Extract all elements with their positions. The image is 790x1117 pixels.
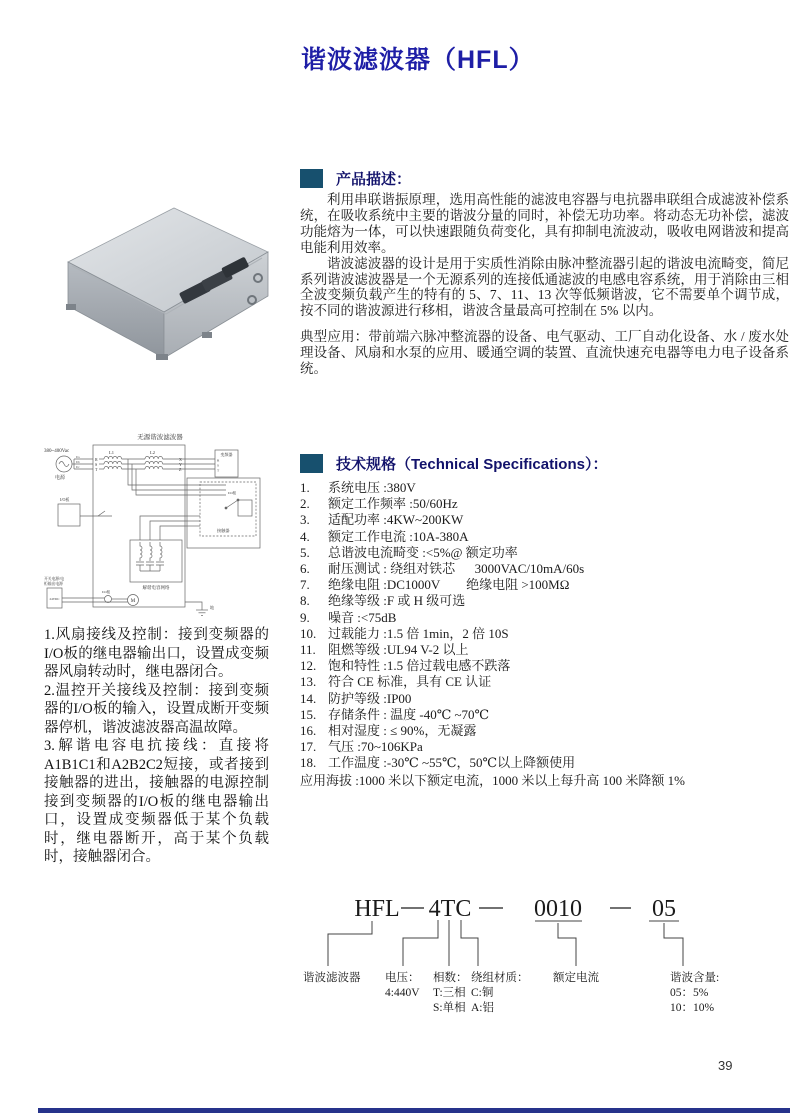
coil-label-l1: L1 <box>109 450 114 455</box>
contactor-outer-box <box>187 478 260 548</box>
section-marker-icon <box>300 454 323 473</box>
source-voltage-label: 380~400Vac <box>44 449 70 454</box>
legend-product: 谐波滤波器 <box>303 972 361 984</box>
ground-label: 地 <box>210 605 214 610</box>
section-technical-specs <box>300 453 607 474</box>
legend-phase-title: 相数： <box>433 972 468 984</box>
sine-wave-icon <box>59 462 69 467</box>
fan-io-label: I/O板 <box>102 590 111 594</box>
cap-network-label: 解谐电容网络 <box>142 585 170 590</box>
model-segment-type: 4TC <box>428 896 472 922</box>
source-label: 电源 <box>55 476 66 481</box>
switch-contact <box>226 500 238 508</box>
spec-list <box>300 480 790 789</box>
spec-item: 额定工作电流 :10A-380A <box>328 528 469 544</box>
cap-network-box <box>130 540 182 582</box>
thermal-switch-contact <box>98 511 105 516</box>
description-paragraph-1: 利用串联谐振原理，选用高性能的滤波电容器与电抗器串联组合成滤波补偿系统，在吸收系统中主要的谐波分量的同时，补偿无功功率。将动态无功补偿，滤波功能熔为一体，可以快速跟随负荷变化，具有抑制电流波动，吸收电网谐波和提高电能利用效率。 <box>300 192 789 255</box>
psu-label-2: 柜输出电源 <box>44 582 63 586</box>
phase-label-a: Ua <box>76 455 80 459</box>
spec-item: 阻燃等级 :UL94 V-2 以上 <box>328 642 469 658</box>
spec-item: 额定工作频率 :50/60Hz <box>328 496 458 512</box>
section-marker-icon <box>300 169 323 188</box>
inverter-terminal-t: T <box>217 468 220 473</box>
spec-item: 工作温度 :-30℃ ~55℃，50℃以上降额使用 <box>328 755 576 771</box>
model-segment-series: HFL <box>354 896 400 922</box>
spec-item: 过载能力 :1.5 倍 1min，2 倍 10S <box>328 625 509 641</box>
spec-item: 绝缘电阻 :DC1000V 绝缘电阻 >100MΩ <box>328 577 570 593</box>
io-board-label: I/O板 <box>60 497 70 502</box>
description-paragraph-2: 谐波滤波器的设计是用于实质性消除由脉冲整流器引起的谐波电流畸变，简尼系列谐波滤波器是一个无源系列的连接低通滤波的电感电容系统，用于消除由三相全波变频负载产生的特有的 5、7、11、13 次等低频谐波，它不需要单个调节成，按不同的谐波源进行移相，谐波含量最高可控制在 5% 以内。 <box>300 255 789 319</box>
terminal-s: S <box>95 462 98 467</box>
spec-item: 相对湿度 : ≤ 90%，无凝露 <box>328 723 477 739</box>
phase-label-b: Ub <box>76 460 80 464</box>
spec-item: 气压 :70~106KPa <box>328 739 423 755</box>
section-product-description <box>300 168 411 189</box>
wiring-note-2: 2.温控开关接线及控制：接到变频器的I/O板的输入，设置成断开变频器停机，谐波滤波器高温故障。 <box>44 682 269 736</box>
legend-voltage-option: 4:440V <box>385 987 420 999</box>
inverter-terminal-s: S <box>217 463 219 468</box>
phase-label-c: Uc <box>76 465 80 469</box>
wiring-note-3: 3.解谐电容电抗接线：直接将A1B1C1和A2B2C2短接，或者接到接触器的进出，接触器的电源控制接到变频器的I/O板的继电器输出口，设置成变频器低于某个负载时，继电器断开，高于某个负载时，接触器闭合。 <box>44 738 269 865</box>
spec-item: 系统电压 :380V <box>328 480 416 495</box>
spec-item: 适配功率 :4KW~200KW <box>328 512 464 528</box>
psu-value: 24VDC <box>49 597 60 601</box>
legend-phase-option-2: S:单相 <box>433 1002 466 1014</box>
terminal-r: R <box>95 457 98 462</box>
terminal-y: Y <box>179 462 182 467</box>
lc-branches <box>136 542 164 571</box>
legend-winding-title: 绕组材质： <box>471 972 529 984</box>
model-segment-harmonic: 05 <box>652 896 676 922</box>
legend-harmonic-title: 谐波含量: <box>670 972 720 984</box>
spec-item: 噪音 :<75dB <box>328 609 397 625</box>
legend-harmonic-option-1: 05：5% <box>670 987 709 999</box>
relay-box <box>238 500 252 516</box>
spec-item: 符合 CE 标准，具有 CE 认证 <box>328 674 492 690</box>
legend-phase-option-1: T:三相 <box>433 987 466 999</box>
spec-item: 耐压测试 : 绕组对铁芯 3000VAC/10mA/60s <box>328 561 585 577</box>
diagram-title: 无源谐波滤波器 <box>137 434 183 441</box>
terminal-z: Z <box>179 467 182 472</box>
wiring-notes <box>44 626 269 867</box>
ground-icon <box>196 610 208 616</box>
legend-harmonic-option-2: 10：10% <box>670 1002 715 1014</box>
page-number: 39 <box>718 1058 733 1073</box>
inverter-terminal-r: R <box>217 458 220 463</box>
spec-item: 饱和特性 :1.5 倍过载电感不跌落 <box>328 658 511 674</box>
product-photo <box>52 200 282 368</box>
legend-winding-option-2: A:铝 <box>471 1002 494 1014</box>
terminal-t: T <box>95 467 98 472</box>
terminal-x: X <box>179 457 182 462</box>
altitude-note: 应用海拔 :1000 米以下额定电流，1000 米以上每升高 100 米降额 1% <box>300 772 685 788</box>
section-heading: 技术规格（Technical Specifications）： <box>336 456 608 473</box>
psu-label-1: 开关电源/电 <box>44 577 65 581</box>
wiring-note-1: 1.风扇接线及控制：接到变频器的I/O板的继电器输出口，设置成变频器风扇转动时，继电器闭合。 <box>44 627 269 680</box>
spec-item: 总谐波电流畸变 :<5%@ 额定功率 <box>328 544 518 560</box>
legend-current: 额定电流 <box>553 972 599 984</box>
footer-bar <box>38 1108 790 1113</box>
spec-item: 存储条件 : 温度 -40℃ ~70℃ <box>328 706 490 722</box>
page-title: 谐波滤波器（HFL） <box>301 46 535 74</box>
coil-label-l2: L2 <box>150 450 155 455</box>
inverter-label: 变频器 <box>220 452 233 457</box>
product-description <box>300 192 789 377</box>
model-segment-current: 0010 <box>534 896 582 922</box>
connector-harmonic <box>664 923 683 966</box>
contactor-io-board-label: I/O板 <box>228 491 237 495</box>
inductor-coils <box>99 456 185 469</box>
model-code-diagram <box>300 886 770 1051</box>
fan-io-node <box>105 596 112 603</box>
wiring-diagram <box>42 428 284 624</box>
section-heading: 产品描述： <box>336 171 412 188</box>
typical-applications: 典型应用：带前端六脉冲整流器的设备、电气驱动、工厂自动化设备、水 / 废水处理设备、风扇和水泵的应用、暖通空调的装置、直流快速充电器等电力电子设备系统。 <box>300 329 789 377</box>
connector-winding <box>461 920 478 966</box>
connector-series <box>328 921 372 966</box>
connector-voltage <box>403 920 438 966</box>
contactor-label: 接触器 <box>217 528 230 533</box>
legend-voltage-title: 电压： <box>385 972 420 984</box>
spec-item: 绝缘等级 :F 或 H 级可选 <box>328 593 466 609</box>
connector-current <box>558 923 576 966</box>
io-board-box <box>58 504 80 526</box>
motor-label: M <box>130 599 136 604</box>
spec-item: 防护等级 :IP00 <box>328 690 412 706</box>
legend-winding-option-1: C:铜 <box>471 987 494 999</box>
